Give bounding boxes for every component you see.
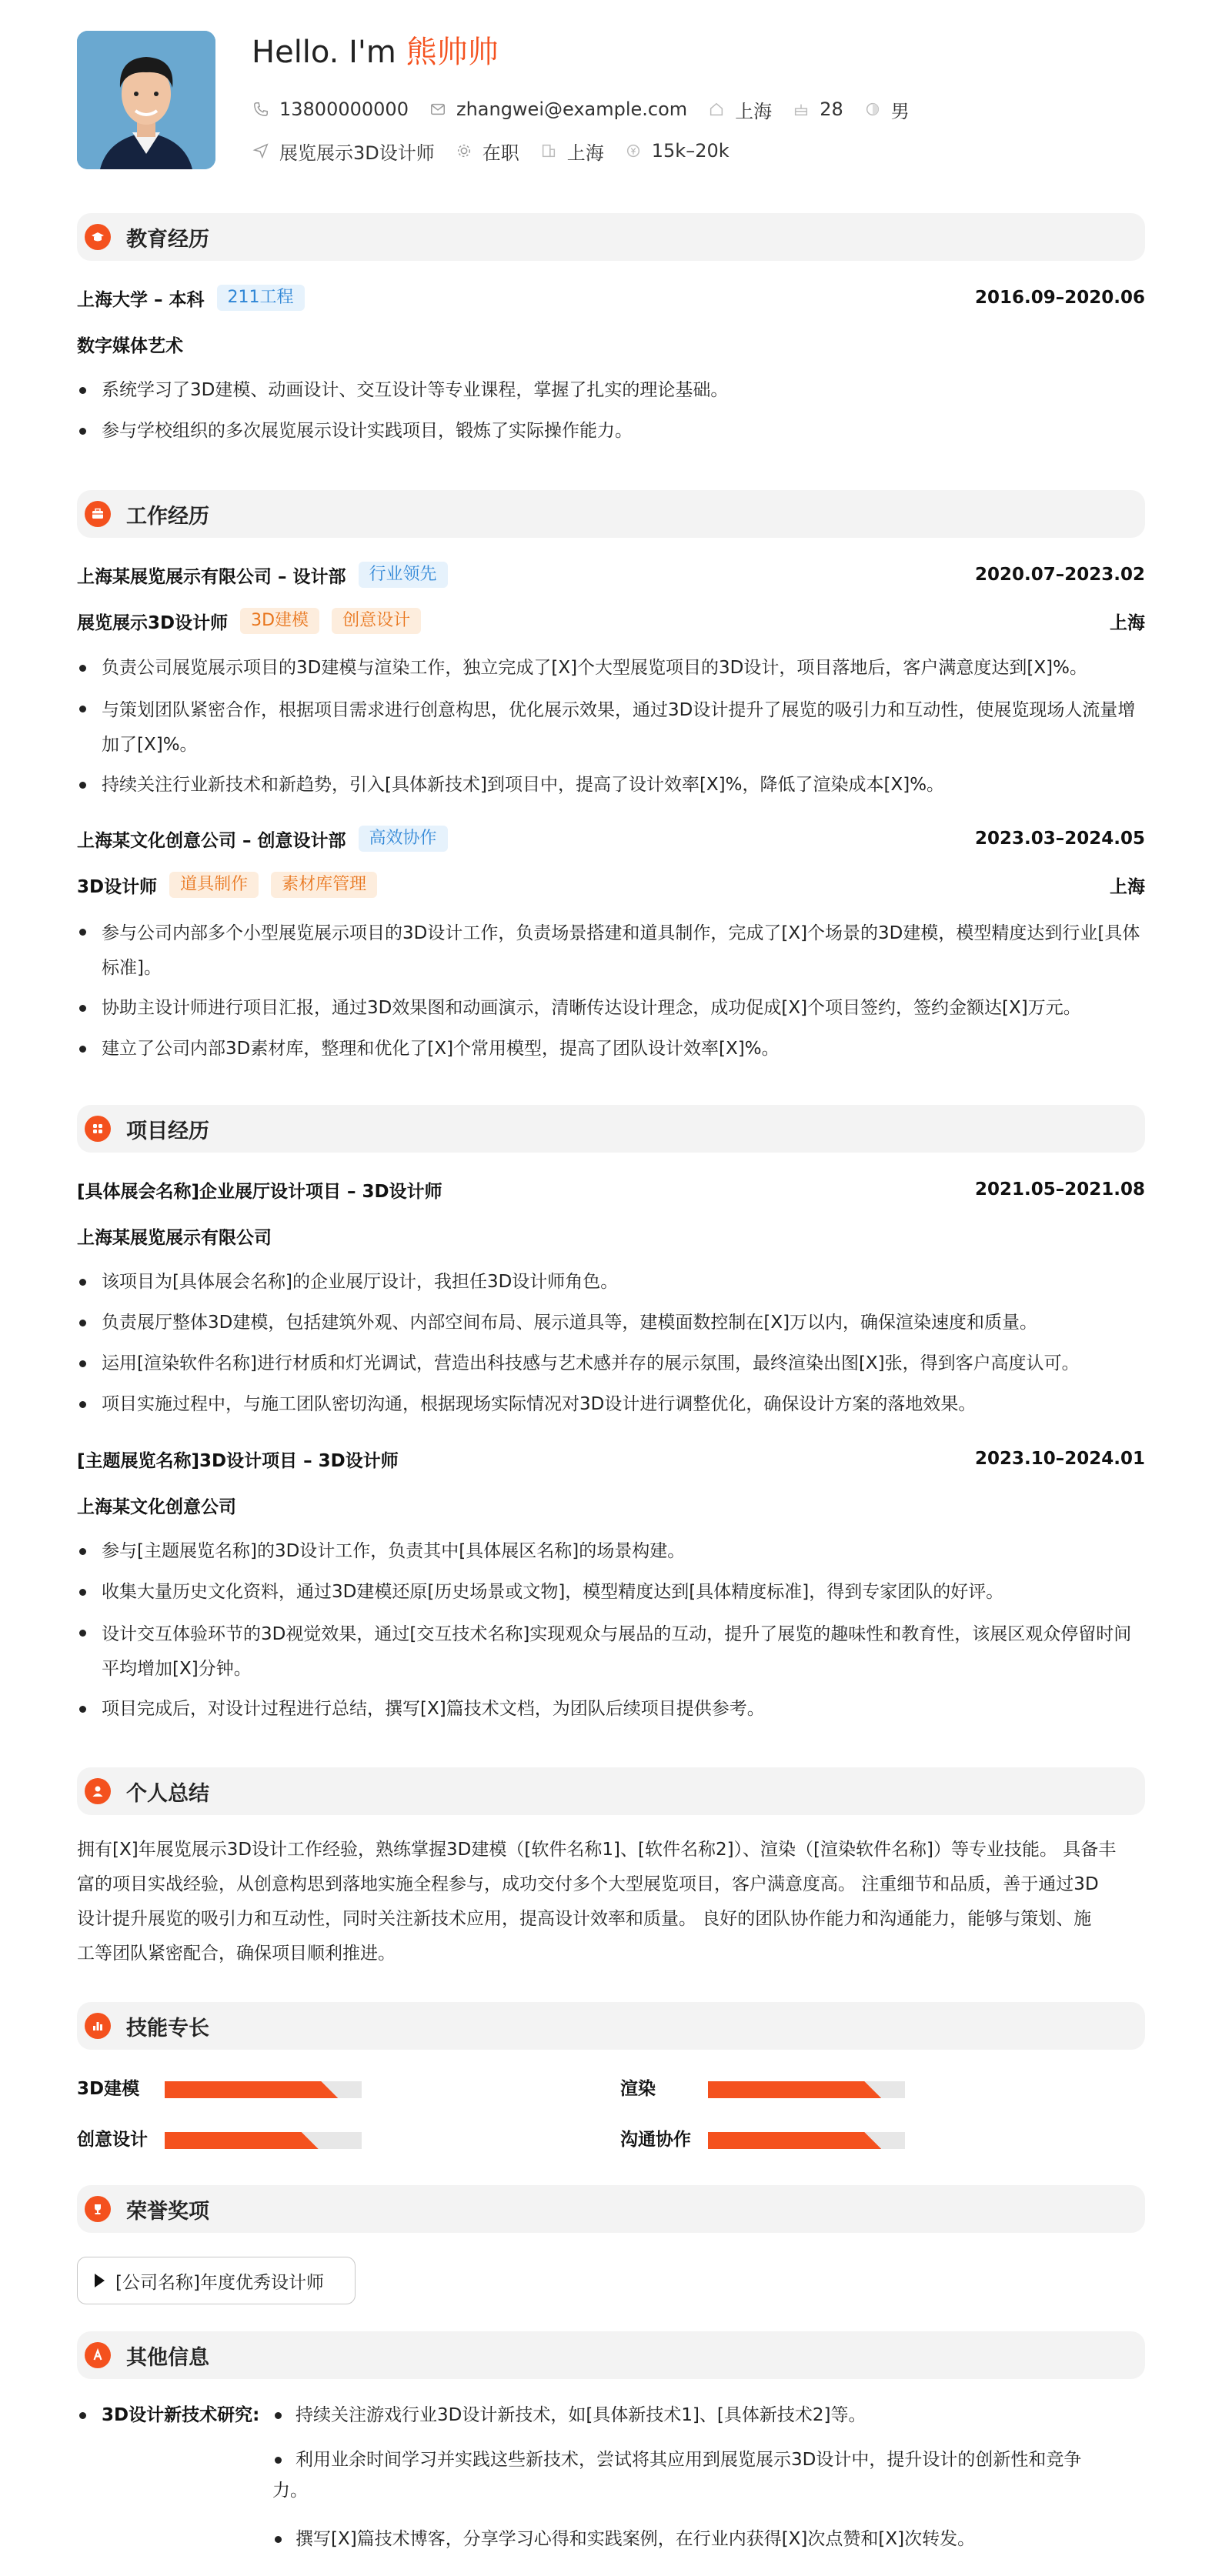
section-summary bbox=[77, 1767, 1145, 1815]
section-work bbox=[77, 490, 1145, 538]
home-item bbox=[707, 96, 772, 123]
city-value: 上海 bbox=[566, 142, 604, 164]
major-name: 数字媒体艺术 bbox=[77, 335, 183, 356]
company-tag: 高效协作 bbox=[359, 826, 448, 852]
email-item bbox=[429, 98, 687, 120]
skill-bar-fill bbox=[165, 2081, 338, 2098]
mail-icon bbox=[429, 100, 447, 118]
list-item: 项目实施过程中，与施工团队密切沟通，根据现场实际情况对3D设计进行调整优化，确保设计方案的落地效果。 bbox=[77, 1389, 1145, 1420]
graduation-cap-icon bbox=[85, 224, 111, 250]
skill-tag: 素材库管理 bbox=[271, 872, 377, 898]
section-title: 个人总结 bbox=[126, 1781, 209, 1806]
list-item: 参与公司内部多个小型展览展示项目的3D设计工作，负责场景搭建和道具制作，完成了[X]个场景的3D建模，模型精度达到行业[具体标准]。 bbox=[77, 916, 1145, 986]
home-value: 上海 bbox=[735, 100, 773, 122]
triangle-icon bbox=[95, 2274, 105, 2287]
section-skills bbox=[77, 2002, 1145, 2050]
school-tag: 211工程 bbox=[217, 285, 305, 311]
school-name: 上海大学 – 本科 bbox=[77, 289, 205, 310]
summary-line: 富的项目实战经验，从创意构思到落地实施全程参与，成功交付多个大型展览项目，客户满意度高。 注重细节和品质，善于通过3D bbox=[77, 1874, 1099, 1894]
candidate-name: 熊帅帅 bbox=[406, 35, 499, 70]
list-item: 撰写[X]篇技术博客，分享学习心得和实践案例，在行业内获得[X]次点赞和[X]次转发。 bbox=[272, 2524, 975, 2554]
skill-bar bbox=[165, 2081, 362, 2098]
list-item: 运用[渲染软件名称]进行材质和灯光调试，营造出科技感与艺术感并存的展示氛围，最终渲染出图[X]张，得到客户高度认可。 bbox=[77, 1348, 1145, 1379]
list-item: 参与[主题展览名称]的3D设计工作，负责其中[具体展区名称]的场景构建。 bbox=[77, 1536, 1145, 1567]
age-value: 28 bbox=[820, 98, 843, 120]
list-item: 系统学习了3D建模、动画设计、交互设计等专业课程，掌握了扎实的理论基础。 bbox=[77, 375, 1145, 405]
letter-a-icon bbox=[85, 2342, 111, 2368]
list-item: 持续关注行业新技术和新趋势，引入[具体新技术]到项目中，提高了设计效率[X]%，降低了渲染成本[X]%。 bbox=[77, 769, 1145, 800]
job-date: 2023.03–2024.05 bbox=[974, 829, 1145, 849]
project-name: [具体展会名称]企业展厅设计项目 – 3D设计师 bbox=[77, 1181, 442, 1202]
section-title: 工作经历 bbox=[126, 504, 209, 529]
job-location: 上海 bbox=[1110, 876, 1145, 897]
skill-name: 沟通协作 bbox=[620, 2130, 691, 2150]
job-role-row bbox=[77, 606, 1145, 636]
list-item: 收集大量历史文化资料，通过3D建模还原[历史场景或文物]，模型精度达到[具体精度标准]，得到专家团队的好评。 bbox=[77, 1577, 1145, 1607]
section-title: 其他信息 bbox=[126, 2345, 209, 2370]
email-value: zhangwei@example.com bbox=[456, 98, 688, 120]
skill-bar bbox=[708, 2081, 905, 2098]
position-item bbox=[252, 138, 435, 165]
other-label: 3D设计新技术研究: bbox=[102, 2405, 260, 2425]
gender-item bbox=[863, 96, 910, 123]
section-projects bbox=[77, 1105, 1145, 1153]
list-item: 参与学校组织的多次展览展示设计实践项目，锻炼了实际操作能力。 bbox=[77, 415, 1145, 446]
skill-tag: 道具制作 bbox=[169, 872, 259, 898]
city-item bbox=[539, 138, 604, 165]
greeting-title bbox=[252, 31, 499, 74]
resume-header bbox=[77, 31, 1145, 169]
award-badge bbox=[77, 2257, 356, 2304]
education-header-row bbox=[77, 282, 1145, 313]
major-row bbox=[77, 329, 1145, 359]
bullet-dot bbox=[79, 2412, 86, 2419]
project-org-row bbox=[77, 1490, 1145, 1520]
project-date: 2023.10–2024.01 bbox=[974, 1449, 1145, 1469]
list-item: 该项目为[具体展会名称]的企业展厅设计，我担任3D设计师角色。 bbox=[77, 1266, 1145, 1297]
project-header-row bbox=[77, 1443, 1145, 1474]
section-title: 荣誉奖项 bbox=[126, 2199, 209, 2224]
status-value: 在职 bbox=[482, 142, 519, 164]
skill-tag: 3D建模 bbox=[240, 608, 319, 634]
job-role-row bbox=[77, 869, 1145, 900]
job-role: 3D设计师 bbox=[77, 876, 158, 897]
phone-value: 13800000000 bbox=[279, 98, 409, 120]
project-date: 2021.05–2021.08 bbox=[974, 1180, 1145, 1200]
section-title: 项目经历 bbox=[126, 1119, 209, 1143]
resume-page bbox=[77, 31, 1145, 2549]
list-item: 建立了公司内部3D素材库，整理和优化了[X]个常用模型，提高了团队设计效率[X]%。 bbox=[77, 1033, 1145, 1064]
project-org-row bbox=[77, 1220, 1145, 1251]
job-header-row bbox=[77, 559, 1145, 590]
company-name: 上海某展览展示有限公司 – 设计部 bbox=[77, 566, 346, 587]
skill-tag: 创意设计 bbox=[332, 608, 421, 634]
trophy-icon bbox=[85, 2196, 111, 2222]
job-location: 上海 bbox=[1110, 612, 1145, 633]
age-item bbox=[792, 98, 843, 120]
job-date: 2020.07–2023.02 bbox=[974, 565, 1145, 585]
skill-bar bbox=[165, 2132, 362, 2149]
skill-name: 3D建模 bbox=[77, 2079, 140, 2099]
list-item: 负责展厅整体3D建模，包括建筑外观、内部空间布局、展示道具等，建模面数控制在[X]万以内，确保渲染速度和质量。 bbox=[77, 1307, 1145, 1338]
award-name: [公司名称]年度优秀设计师 bbox=[115, 2272, 324, 2293]
salary-item bbox=[624, 140, 730, 162]
skill-name: 渲染 bbox=[620, 2079, 656, 2099]
phone-item bbox=[252, 98, 409, 120]
section-other bbox=[77, 2331, 1145, 2379]
grid-icon bbox=[85, 1116, 111, 1142]
send-icon bbox=[252, 142, 270, 160]
bar-chart-icon bbox=[85, 2013, 111, 2039]
job-header-row bbox=[77, 823, 1145, 854]
project-header-row bbox=[77, 1174, 1145, 1205]
list-item: 利用业余时间学习并实践这些新技术，尝试将其应用到展览展示3D设计中，提升设计的创新性和竞争 bbox=[272, 2444, 1081, 2475]
list-item: 持续关注游戏行业3D设计新技术，如[具体新技术1]、[具体新技术2]等。 bbox=[272, 2400, 866, 2431]
gear-icon bbox=[455, 142, 473, 160]
list-item: 协助主设计师进行项目汇报，通过3D效果图和动画演示，清晰传达设计理念，成功促成[X]个项目签约，签约金额达[X]万元。 bbox=[77, 993, 1145, 1023]
section-honors bbox=[77, 2185, 1145, 2233]
section-title: 技能专长 bbox=[126, 2016, 209, 2040]
project-org: 上海某文化创意公司 bbox=[77, 1497, 236, 1517]
briefcase-icon bbox=[85, 501, 111, 527]
summary-line: 工等团队紧密配合，确保项目顺利推进。 bbox=[77, 1944, 396, 1964]
company-tag: 行业领先 bbox=[359, 562, 448, 588]
greeting-text: Hello. I'm bbox=[252, 35, 396, 70]
skill-bar-fill bbox=[708, 2081, 881, 2098]
gender-value: 男 bbox=[890, 100, 910, 122]
skill-bar-fill bbox=[165, 2132, 319, 2149]
avatar bbox=[77, 31, 215, 169]
skill-bar-fill bbox=[708, 2132, 881, 2149]
section-title: 教育经历 bbox=[126, 227, 209, 252]
list-item: 负责公司展览展示项目的3D建模与渲染工作，独立完成了[X]个大型展览项目的3D设计，项目落地后，客户满意度达到[X]%。 bbox=[77, 652, 1145, 683]
list-item: 设计交互体验环节的3D视觉效果，通过[交互技术名称]实现观众与展品的互动，提升了展览的趣味性和教育性，该展区观众停留时间平均增加[X]分钟。 bbox=[77, 1617, 1145, 1687]
home-icon bbox=[707, 100, 726, 118]
contact-row bbox=[252, 94, 930, 125]
list-item: 与策划团队紧密合作，根据项目需求进行创意构思，优化展示效果，通过3D设计提升了展览的吸引力和互动性，使展览现场人流量增加了[X]%。 bbox=[77, 693, 1145, 762]
position-value: 展览展示3D设计师 bbox=[279, 142, 435, 164]
job-role: 展览展示3D设计师 bbox=[77, 612, 229, 633]
building-icon bbox=[539, 142, 558, 160]
job-intent-row bbox=[252, 135, 750, 166]
phone-icon bbox=[252, 100, 270, 118]
status-item bbox=[455, 138, 519, 165]
money-icon bbox=[624, 142, 643, 160]
education-date: 2016.09–2020.06 bbox=[974, 288, 1145, 308]
summary-line: 设计提升展览的吸引力和互动性，同时关注新技术应用，提高设计效率和质量。 良好的团队协作能力和沟通能力，能够与策划、施 bbox=[77, 1909, 1092, 1929]
skill-name: 创意设计 bbox=[77, 2130, 148, 2150]
gender-icon bbox=[863, 100, 882, 118]
summary-line: 拥有[X]年展览展示3D设计工作经验，熟练掌握3D建模（[软件名称1]、[软件名称2]）、渲染（[渲染软件名称]）等专业技能。 具备丰 bbox=[77, 1840, 1117, 1860]
project-name: [主题展览名称]3D设计项目 – 3D设计师 bbox=[77, 1450, 399, 1471]
person-icon bbox=[85, 1778, 111, 1804]
project-org: 上海某展览展示有限公司 bbox=[77, 1227, 272, 1248]
list-item: 项目完成后，对设计过程进行总结，撰写[X]篇技术文档，为团队后续项目提供参考。 bbox=[77, 1693, 1145, 1724]
company-name: 上海某文化创意公司 – 创意设计部 bbox=[77, 830, 346, 851]
list-item-continuation: 力。 bbox=[272, 2481, 308, 2501]
salary-value: 15k–20k bbox=[651, 140, 730, 162]
cake-icon bbox=[792, 100, 810, 118]
section-education bbox=[77, 213, 1145, 261]
skill-bar bbox=[708, 2132, 905, 2149]
